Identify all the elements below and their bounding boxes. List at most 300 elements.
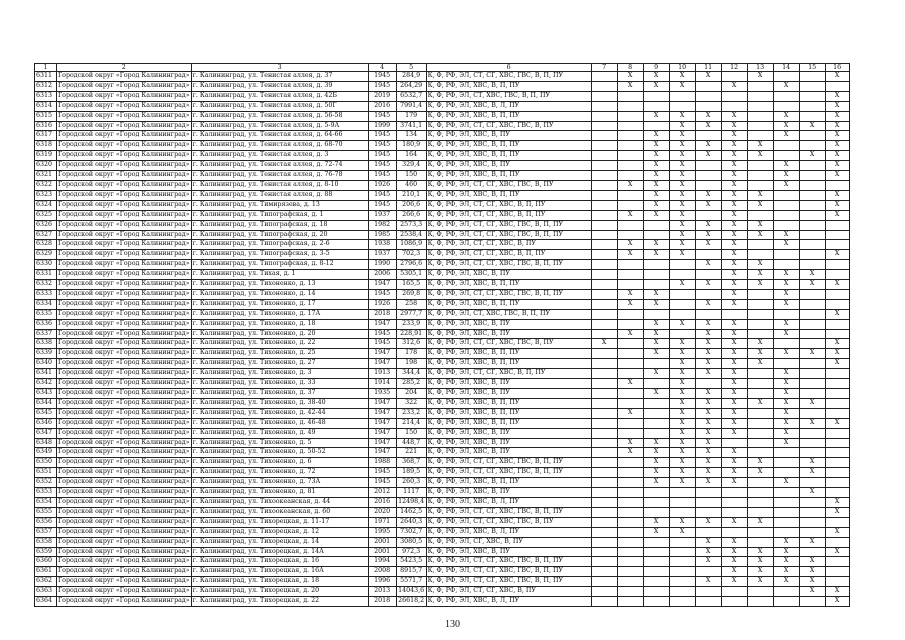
engineering-systems-cell: К, Ф, РФ, ЭЛ, СТ, СГ, ХВС, ГВС, В, П, ПУ bbox=[426, 230, 591, 240]
mark-cell-col-15: X bbox=[799, 567, 825, 577]
mark-cell-col-9: X bbox=[643, 458, 669, 468]
municipality-cell: Городской округ «Город Калининград» bbox=[57, 200, 192, 210]
engineering-systems-cell: К, Ф, РФ, ЭЛ, СТ, ХВС, ГВС, В, П, ПУ bbox=[426, 309, 591, 319]
municipality-cell: Городской округ «Город Калининград» bbox=[57, 488, 192, 498]
table-row bbox=[35, 250, 850, 260]
mark-cell-col-7 bbox=[591, 567, 617, 577]
mark-cell-col-11: X bbox=[695, 190, 721, 200]
mark-cell-col-15 bbox=[799, 438, 825, 448]
mark-cell-col-9: X bbox=[643, 111, 669, 121]
area-cell: 189,5 bbox=[396, 468, 426, 478]
mark-cell-col-8 bbox=[617, 398, 643, 408]
mark-cell-col-7 bbox=[591, 309, 617, 319]
mark-cell-col-11: X bbox=[695, 537, 721, 547]
mark-cell-col-8 bbox=[617, 369, 643, 379]
municipality-cell: Городской округ «Город Калининград» bbox=[57, 190, 192, 200]
municipality-cell: Городской округ «Город Калининград» bbox=[57, 398, 192, 408]
municipality-cell: Городской округ «Город Калининград» bbox=[57, 319, 192, 329]
column-number-3: 3 bbox=[191, 64, 368, 72]
record-number-cell: 6361 bbox=[35, 567, 57, 577]
mark-cell-col-14 bbox=[773, 488, 799, 498]
year-cell: 2019 bbox=[368, 91, 396, 101]
record-number-cell: 6360 bbox=[35, 557, 57, 567]
mark-cell-col-10: X bbox=[669, 428, 695, 438]
mark-cell-col-15: X bbox=[799, 587, 825, 597]
mark-cell-col-11: X bbox=[695, 478, 721, 488]
area-cell: 1117 bbox=[396, 488, 426, 498]
mark-cell-col-12: X bbox=[721, 210, 747, 220]
mark-cell-col-10: X bbox=[669, 448, 695, 458]
mark-cell-col-16 bbox=[825, 389, 849, 399]
address-cell: г. Калининград, ул. Тихоненко, д. 13 bbox=[191, 280, 368, 290]
mark-cell-col-13: X bbox=[747, 567, 773, 577]
municipality-cell: Городской округ «Город Калининград» bbox=[57, 567, 192, 577]
mark-cell-col-12: X bbox=[721, 468, 747, 478]
municipality-cell: Городской округ «Город Калининград» bbox=[57, 121, 192, 131]
mark-cell-col-11 bbox=[695, 81, 721, 91]
mark-cell-col-12 bbox=[721, 587, 747, 597]
mark-cell-col-9 bbox=[643, 379, 669, 389]
year-cell: 1945 bbox=[368, 200, 396, 210]
mark-cell-col-16 bbox=[825, 260, 849, 270]
column-number-8: 8 bbox=[617, 64, 643, 72]
mark-cell-col-13 bbox=[747, 587, 773, 597]
mark-cell-col-11: X bbox=[695, 329, 721, 339]
mark-cell-col-12: X bbox=[721, 131, 747, 141]
municipality-cell: Городской округ «Город Калининград» bbox=[57, 468, 192, 478]
mark-cell-col-9 bbox=[643, 280, 669, 290]
address-cell: г. Калининград, ул. Типографская, д. 1 bbox=[191, 210, 368, 220]
mark-cell-col-14 bbox=[773, 151, 799, 161]
year-cell: 1947 bbox=[368, 438, 396, 448]
year-cell: 1995 bbox=[368, 527, 396, 537]
mark-cell-col-8 bbox=[617, 190, 643, 200]
mark-cell-col-15 bbox=[799, 200, 825, 210]
mark-cell-col-7 bbox=[591, 428, 617, 438]
mark-cell-col-15 bbox=[799, 369, 825, 379]
mark-cell-col-12: X bbox=[721, 319, 747, 329]
mark-cell-col-13 bbox=[747, 289, 773, 299]
municipality-cell: Городской округ «Город Калининград» bbox=[57, 428, 192, 438]
mark-cell-col-16 bbox=[825, 428, 849, 438]
address-cell: г. Калининград, ул. Типографская, д. 20 bbox=[191, 230, 368, 240]
column-number-7: 7 bbox=[591, 64, 617, 72]
table-row bbox=[35, 280, 850, 290]
mark-cell-col-15 bbox=[799, 260, 825, 270]
mark-cell-col-7 bbox=[591, 270, 617, 280]
mark-cell-col-16: X bbox=[825, 131, 849, 141]
mark-cell-col-10 bbox=[669, 587, 695, 597]
mark-cell-col-7 bbox=[591, 418, 617, 428]
address-cell: г. Калининград, ул. Тенистая аллея, д. 64-66 bbox=[191, 131, 368, 141]
table-row bbox=[35, 517, 850, 527]
area-cell: 260,3 bbox=[396, 478, 426, 488]
mark-cell-col-9 bbox=[643, 597, 669, 607]
area-cell: 284,9 bbox=[396, 72, 426, 82]
mark-cell-col-15: X bbox=[799, 537, 825, 547]
municipality-cell: Городской округ «Город Калининград» bbox=[57, 299, 192, 309]
address-cell: г. Калининград, ул. Типографская, д. 2-6 bbox=[191, 240, 368, 250]
area-cell: 26618,2 bbox=[396, 597, 426, 607]
mark-cell-col-9 bbox=[643, 91, 669, 101]
record-number-cell: 6330 bbox=[35, 260, 57, 270]
engineering-systems-cell: К, Ф, РФ, ЭЛ, СТ, СГ, ХВС, ГВС, В, ПУ bbox=[426, 180, 591, 190]
area-cell: 7991,4 bbox=[396, 101, 426, 111]
mark-cell-col-13 bbox=[747, 180, 773, 190]
mark-cell-col-16 bbox=[825, 458, 849, 468]
mark-cell-col-11 bbox=[695, 587, 721, 597]
mark-cell-col-11: X bbox=[695, 557, 721, 567]
column-number-6: 6 bbox=[426, 64, 591, 72]
mark-cell-col-14: X bbox=[773, 319, 799, 329]
year-cell: 1945 bbox=[368, 478, 396, 488]
column-number-2: 2 bbox=[57, 64, 192, 72]
mark-cell-col-12: X bbox=[721, 369, 747, 379]
record-number-cell: 6364 bbox=[35, 597, 57, 607]
mark-cell-col-14: X bbox=[773, 537, 799, 547]
area-cell: 264,29 bbox=[396, 81, 426, 91]
mark-cell-col-11 bbox=[695, 488, 721, 498]
mark-cell-col-15 bbox=[799, 389, 825, 399]
mark-cell-col-15 bbox=[799, 359, 825, 369]
mark-cell-col-8 bbox=[617, 557, 643, 567]
mark-cell-col-11: X bbox=[695, 72, 721, 82]
engineering-systems-cell: К, Ф, РФ, ЭЛ, ХВС, В, ПУ bbox=[426, 488, 591, 498]
column-number-16: 16 bbox=[825, 64, 849, 72]
year-cell: 1945 bbox=[368, 131, 396, 141]
mark-cell-col-13 bbox=[747, 111, 773, 121]
mark-cell-col-11: X bbox=[695, 141, 721, 151]
municipality-cell: Городской округ «Город Калининград» bbox=[57, 240, 192, 250]
year-cell: 1945 bbox=[368, 329, 396, 339]
mark-cell-col-12: X bbox=[721, 299, 747, 309]
municipality-cell: Городской округ «Город Калининград» bbox=[57, 497, 192, 507]
area-cell: 1462,5 bbox=[396, 507, 426, 517]
area-cell: 164 bbox=[396, 151, 426, 161]
mark-cell-col-7 bbox=[591, 81, 617, 91]
municipality-cell: Городской округ «Город Калининград» bbox=[57, 369, 192, 379]
mark-cell-col-11: X bbox=[695, 111, 721, 121]
municipality-cell: Городской округ «Город Калининград» bbox=[57, 557, 192, 567]
mark-cell-col-10: X bbox=[669, 339, 695, 349]
mark-cell-col-11: X bbox=[695, 240, 721, 250]
mark-cell-col-13: X bbox=[747, 280, 773, 290]
municipality-cell: Городской округ «Город Калининград» bbox=[57, 349, 192, 359]
mark-cell-col-11 bbox=[695, 567, 721, 577]
record-number-cell: 6353 bbox=[35, 488, 57, 498]
address-cell: г. Калининград, ул. Тихая, д. 1 bbox=[191, 270, 368, 280]
mark-cell-col-14: X bbox=[773, 131, 799, 141]
record-number-cell: 6342 bbox=[35, 379, 57, 389]
mark-cell-col-9: X bbox=[643, 319, 669, 329]
engineering-systems-cell: К, Ф, РФ, ЭЛ, СТ, СГ, ХВС, ГВС, В, П, ПУ bbox=[426, 567, 591, 577]
mark-cell-col-7 bbox=[591, 577, 617, 587]
record-number-cell: 6340 bbox=[35, 359, 57, 369]
mark-cell-col-8: X bbox=[617, 448, 643, 458]
mark-cell-col-13: X bbox=[747, 517, 773, 527]
municipality-cell: Городской округ «Город Калининград» bbox=[57, 171, 192, 181]
year-cell: 2001 bbox=[368, 537, 396, 547]
municipality-cell: Городской округ «Город Калининград» bbox=[57, 111, 192, 121]
area-cell: 258 bbox=[396, 299, 426, 309]
table-row bbox=[35, 161, 850, 171]
mark-cell-col-16: X bbox=[825, 547, 849, 557]
engineering-systems-cell: К, Ф, РФ, ЭЛ, СТ, СГ, ХВС, В, ПУ bbox=[426, 587, 591, 597]
record-number-cell: 6354 bbox=[35, 497, 57, 507]
mark-cell-col-12: X bbox=[721, 557, 747, 567]
engineering-systems-cell: К, Ф, РФ, ЭЛ, ХВС, В, Л, ПУ bbox=[426, 527, 591, 537]
mark-cell-col-13: X bbox=[747, 230, 773, 240]
mark-cell-col-14 bbox=[773, 250, 799, 260]
record-number-cell: 6339 bbox=[35, 349, 57, 359]
municipality-cell: Городской округ «Город Калининград» bbox=[57, 141, 192, 151]
mark-cell-col-7 bbox=[591, 141, 617, 151]
table-row bbox=[35, 418, 850, 428]
address-cell: г. Калининград, ул. Тихоненко, д. 46-48 bbox=[191, 418, 368, 428]
year-cell: 1994 bbox=[368, 557, 396, 567]
mark-cell-col-13 bbox=[747, 497, 773, 507]
table-row bbox=[35, 260, 850, 270]
mark-cell-col-7 bbox=[591, 91, 617, 101]
mark-cell-col-16: X bbox=[825, 309, 849, 319]
mark-cell-col-10: X bbox=[669, 190, 695, 200]
table-row bbox=[35, 141, 850, 151]
mark-cell-col-10: X bbox=[669, 408, 695, 418]
mark-cell-col-8: X bbox=[617, 210, 643, 220]
column-number-5: 5 bbox=[396, 64, 426, 72]
municipality-cell: Городской округ «Город Калининград» bbox=[57, 438, 192, 448]
mark-cell-col-15: X bbox=[799, 398, 825, 408]
address-cell: г. Калининград, ул. Тенистая аллея, д. 5-9А bbox=[191, 121, 368, 131]
mark-cell-col-10 bbox=[669, 557, 695, 567]
mark-cell-col-16 bbox=[825, 319, 849, 329]
mark-cell-col-9 bbox=[643, 270, 669, 280]
municipality-cell: Городской округ «Город Калининград» bbox=[57, 280, 192, 290]
mark-cell-col-10 bbox=[669, 597, 695, 607]
mark-cell-col-14: X bbox=[773, 408, 799, 418]
mark-cell-col-15 bbox=[799, 220, 825, 230]
mark-cell-col-8: X bbox=[617, 240, 643, 250]
mark-cell-col-16 bbox=[825, 438, 849, 448]
mark-cell-col-13: X bbox=[747, 220, 773, 230]
mark-cell-col-12: X bbox=[721, 141, 747, 151]
table-row bbox=[35, 101, 850, 111]
mark-cell-col-14: X bbox=[773, 161, 799, 171]
year-cell: 1938 bbox=[368, 240, 396, 250]
mark-cell-col-10 bbox=[669, 547, 695, 557]
area-cell: 165,5 bbox=[396, 280, 426, 290]
engineering-systems-cell: К, Ф, РФ, ЭЛ, ХВС, В, П, ПУ bbox=[426, 349, 591, 359]
year-cell: 2006 bbox=[368, 270, 396, 280]
table-row bbox=[35, 240, 850, 250]
mark-cell-col-7 bbox=[591, 180, 617, 190]
mark-cell-col-13 bbox=[747, 250, 773, 260]
engineering-systems-cell: К, Ф, РФ, ЭЛ, СТ, СГ, ХВС, ГВС, В, П, ПУ bbox=[426, 220, 591, 230]
mark-cell-col-13 bbox=[747, 507, 773, 517]
mark-cell-col-11: X bbox=[695, 200, 721, 210]
table-row bbox=[35, 151, 850, 161]
mark-cell-col-8 bbox=[617, 171, 643, 181]
mark-cell-col-9 bbox=[643, 418, 669, 428]
table-row bbox=[35, 389, 850, 399]
mark-cell-col-12: X bbox=[721, 111, 747, 121]
mark-cell-col-11: X bbox=[695, 577, 721, 587]
mark-cell-col-9 bbox=[643, 567, 669, 577]
column-number-13: 13 bbox=[747, 64, 773, 72]
mark-cell-col-7 bbox=[591, 458, 617, 468]
address-cell: г. Калининград, ул. Тихорецкая, д. 12 bbox=[191, 527, 368, 537]
mark-cell-col-13: X bbox=[747, 200, 773, 210]
mark-cell-col-11: X bbox=[695, 319, 721, 329]
mark-cell-col-14 bbox=[773, 468, 799, 478]
table-row bbox=[35, 507, 850, 517]
address-cell: г. Калининград, ул. Тихорецкая, д. 22 bbox=[191, 597, 368, 607]
address-cell: г. Калининград, ул. Тихоненко, д. 6 bbox=[191, 458, 368, 468]
municipality-cell: Городской округ «Город Калининград» bbox=[57, 151, 192, 161]
mark-cell-col-7 bbox=[591, 151, 617, 161]
mark-cell-col-13: X bbox=[747, 270, 773, 280]
year-cell: 1945 bbox=[368, 171, 396, 181]
table-row bbox=[35, 121, 850, 131]
mark-cell-col-11: X bbox=[695, 339, 721, 349]
mark-cell-col-16: X bbox=[825, 507, 849, 517]
record-number-cell: 6326 bbox=[35, 220, 57, 230]
engineering-systems-cell: К, Ф, РФ, ЭЛ, ХВС, В, П, ПУ bbox=[426, 408, 591, 418]
mark-cell-col-15 bbox=[799, 161, 825, 171]
mark-cell-col-15 bbox=[799, 72, 825, 82]
table-body bbox=[35, 72, 850, 607]
mark-cell-col-16 bbox=[825, 517, 849, 527]
mark-cell-col-9: X bbox=[643, 200, 669, 210]
engineering-systems-cell: К, Ф, РФ, ЭЛ, ХВС, В, ПУ bbox=[426, 379, 591, 389]
municipality-cell: Городской округ «Город Калининград» bbox=[57, 309, 192, 319]
address-cell: г. Калининград, ул. Типографская, д. 3-5 bbox=[191, 250, 368, 260]
mark-cell-col-15: X bbox=[799, 151, 825, 161]
mark-cell-col-9 bbox=[643, 121, 669, 131]
mark-cell-col-8: X bbox=[617, 299, 643, 309]
mark-cell-col-14 bbox=[773, 448, 799, 458]
address-cell: г. Калининград, ул. Тихоокеанская, д. 44 bbox=[191, 497, 368, 507]
year-cell: 1937 bbox=[368, 210, 396, 220]
mark-cell-col-16 bbox=[825, 220, 849, 230]
mark-cell-col-13 bbox=[747, 171, 773, 181]
record-number-cell: 6345 bbox=[35, 408, 57, 418]
address-cell: г. Калининград, ул. Тихоненко, д. 49 bbox=[191, 428, 368, 438]
table-row bbox=[35, 230, 850, 240]
mark-cell-col-9 bbox=[643, 260, 669, 270]
engineering-systems-cell: К, Ф, РФ, ЭЛ, ХВС, В, П, ПУ bbox=[426, 190, 591, 200]
mark-cell-col-10 bbox=[669, 309, 695, 319]
engineering-systems-cell: К, Ф, РФ, ЭЛ, СТ, СГ, ХВС, В, П, ПУ bbox=[426, 369, 591, 379]
year-cell: 1945 bbox=[368, 190, 396, 200]
mark-cell-col-13 bbox=[747, 121, 773, 131]
engineering-systems-cell: К, Ф, РФ, ЭЛ, СТ, СГ, ХВС, В, П, ПУ bbox=[426, 250, 591, 260]
record-number-cell: 6318 bbox=[35, 141, 57, 151]
mark-cell-col-12 bbox=[721, 91, 747, 101]
mark-cell-col-16 bbox=[825, 299, 849, 309]
address-cell: г. Калининград, ул. Тихоненко, д. 38-40 bbox=[191, 398, 368, 408]
address-cell: г. Калининград, ул. Тихоненко, д. 20 bbox=[191, 329, 368, 339]
mark-cell-col-15 bbox=[799, 210, 825, 220]
mark-cell-col-14: X bbox=[773, 111, 799, 121]
mark-cell-col-9: X bbox=[643, 289, 669, 299]
engineering-systems-cell: К, Ф, РФ, ЭЛ, ХВС, В, П, ПУ bbox=[426, 478, 591, 488]
mark-cell-col-12: X bbox=[721, 478, 747, 488]
engineering-systems-cell: К, Ф, РФ, ЭЛ, ХВС, В, П, ПУ bbox=[426, 111, 591, 121]
mark-cell-col-13: X bbox=[747, 398, 773, 408]
mark-cell-col-7 bbox=[591, 349, 617, 359]
mark-cell-col-15 bbox=[799, 527, 825, 537]
year-cell: 1914 bbox=[368, 379, 396, 389]
mark-cell-col-14 bbox=[773, 101, 799, 111]
mark-cell-col-12: X bbox=[721, 349, 747, 359]
mark-cell-col-14: X bbox=[773, 121, 799, 131]
engineering-systems-cell: К, Ф, РФ, ЭЛ, СТ, СГ, ХВС, ГВС, В, ПУ bbox=[426, 517, 591, 527]
mark-cell-col-9: X bbox=[643, 448, 669, 458]
mark-cell-col-10: X bbox=[669, 527, 695, 537]
mark-cell-col-11: X bbox=[695, 547, 721, 557]
record-number-cell: 6327 bbox=[35, 230, 57, 240]
mark-cell-col-14 bbox=[773, 141, 799, 151]
mark-cell-col-10 bbox=[669, 488, 695, 498]
mark-cell-col-13 bbox=[747, 240, 773, 250]
mark-cell-col-16: X bbox=[825, 151, 849, 161]
record-number-cell: 6311 bbox=[35, 72, 57, 82]
table-row bbox=[35, 567, 850, 577]
mark-cell-col-9: X bbox=[643, 141, 669, 151]
table-row bbox=[35, 131, 850, 141]
address-cell: г. Калининград, ул. Тихорецкая, д. 18 bbox=[191, 577, 368, 587]
record-number-cell: 6346 bbox=[35, 418, 57, 428]
mark-cell-col-10: X bbox=[669, 349, 695, 359]
year-cell: 1947 bbox=[368, 280, 396, 290]
mark-cell-col-16 bbox=[825, 537, 849, 547]
mark-cell-col-7 bbox=[591, 379, 617, 389]
mark-cell-col-14 bbox=[773, 72, 799, 82]
mark-cell-col-11: X bbox=[695, 121, 721, 131]
mark-cell-col-16 bbox=[825, 329, 849, 339]
year-cell: 1945 bbox=[368, 468, 396, 478]
table-row bbox=[35, 587, 850, 597]
record-number-cell: 6344 bbox=[35, 398, 57, 408]
mark-cell-col-10: X bbox=[669, 161, 695, 171]
mark-cell-col-11: X bbox=[695, 458, 721, 468]
mark-cell-col-7 bbox=[591, 488, 617, 498]
area-cell: 972,3 bbox=[396, 547, 426, 557]
table-row bbox=[35, 448, 850, 458]
mark-cell-col-7 bbox=[591, 389, 617, 399]
record-number-cell: 6322 bbox=[35, 180, 57, 190]
mark-cell-col-16: X bbox=[825, 190, 849, 200]
column-number-14: 14 bbox=[773, 64, 799, 72]
mark-cell-col-11 bbox=[695, 180, 721, 190]
mark-cell-col-10: X bbox=[669, 151, 695, 161]
year-cell: 1947 bbox=[368, 428, 396, 438]
mark-cell-col-16: X bbox=[825, 349, 849, 359]
mark-cell-col-11: X bbox=[695, 280, 721, 290]
area-cell: 6532,7 bbox=[396, 91, 426, 101]
mark-cell-col-11: X bbox=[695, 448, 721, 458]
mark-cell-col-7 bbox=[591, 299, 617, 309]
municipality-cell: Городской округ «Город Калининград» bbox=[57, 91, 192, 101]
mark-cell-col-13 bbox=[747, 101, 773, 111]
mark-cell-col-15 bbox=[799, 507, 825, 517]
mark-cell-col-15 bbox=[799, 131, 825, 141]
mark-cell-col-12: X bbox=[721, 250, 747, 260]
table-row bbox=[35, 488, 850, 498]
record-number-cell: 6316 bbox=[35, 121, 57, 131]
area-cell: 228,91 bbox=[396, 329, 426, 339]
